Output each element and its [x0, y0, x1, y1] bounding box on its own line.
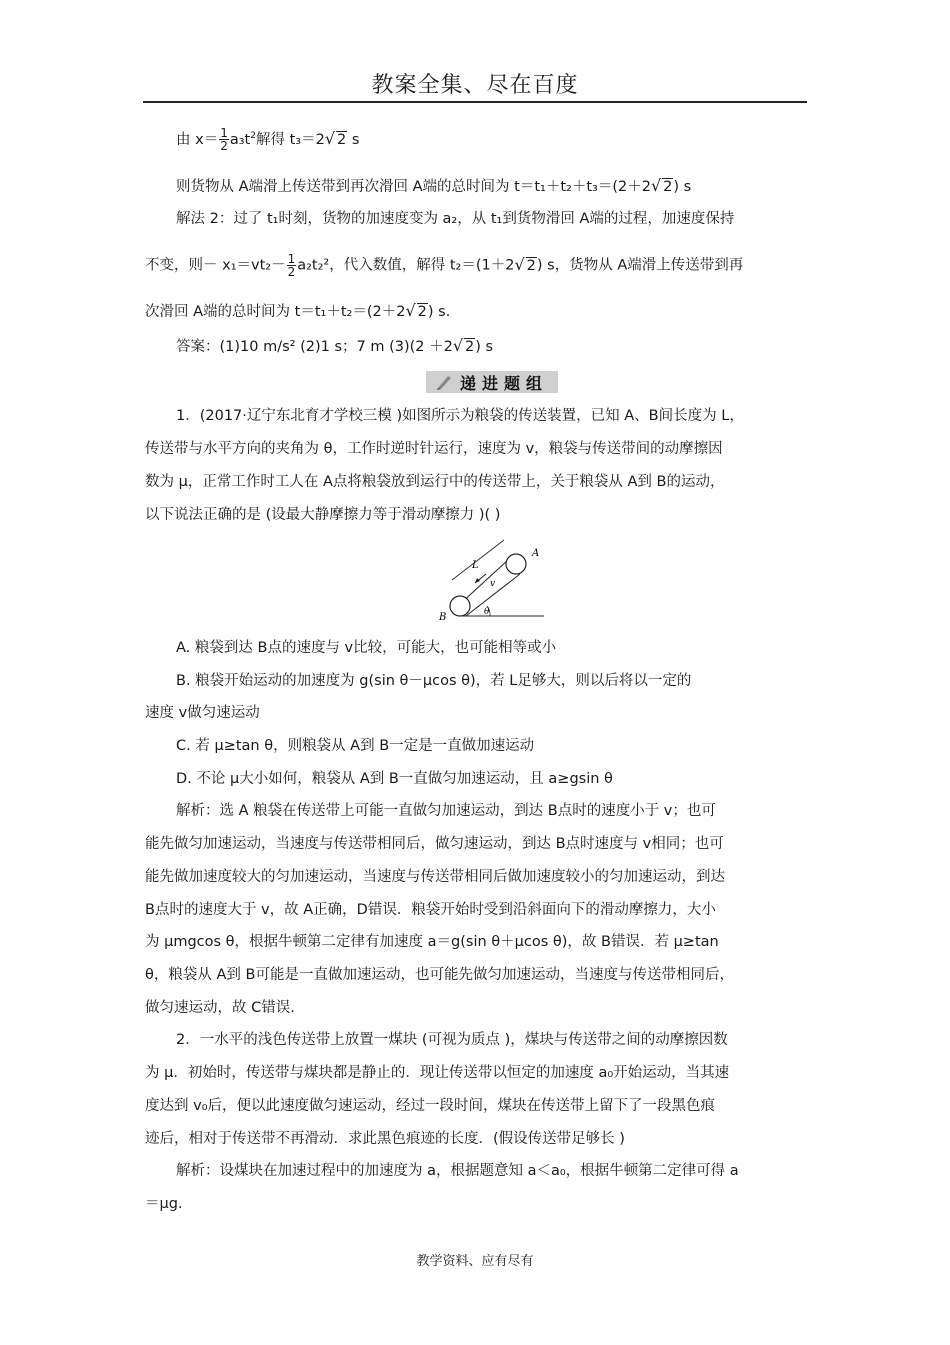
q1-line-2: 传送带与水平方向的夹角为 θ，工作时逆时针运行，速度为 v，粮袋与传送带间的动摩擦因 — [145, 441, 723, 457]
label-v: v — [490, 579, 496, 589]
section-title: 递进题组 — [459, 373, 548, 393]
q1-line-1: 1．(2017·辽宁东北育才学校三模 )如图所示为粮袋的传送装置，已知 A、B间长度为 L， — [176, 408, 744, 424]
radicand: 2 — [526, 257, 536, 274]
pulley-b — [450, 596, 470, 616]
pulley-a — [506, 554, 526, 574]
q1-analysis-line-5: 为 μmgcos θ，根据牛顿第二定律有加速度 a＝g(sin θ＋μcos θ)，故 B错误．若 μ≥tan — [145, 934, 719, 950]
solution-line-4 — [145, 253, 807, 278]
label-l: L — [472, 560, 479, 571]
text-segment: a₃t — [229, 131, 251, 148]
q1-line-4: 以下说法正确的是 (设最大静摩擦力等于滑动摩擦力 )( ) — [145, 507, 501, 523]
fraction — [219, 127, 229, 152]
text-segment: 解得 t₃＝2 — [255, 131, 325, 148]
q1-option-a: A. 粮袋到达 B点的速度与 v比较，可能大，也可能相等或小 — [176, 640, 557, 656]
q1-analysis-line-7: 做匀速运动，故 C错误． — [145, 1000, 305, 1016]
q1-option-d: D. 不论 μ大小如何，粮袋从 A到 B一直做匀加速运动，且 a≥gsin θ — [176, 771, 613, 787]
fraction-numerator: 1 — [220, 126, 228, 141]
q2-analysis-line-1: 解析：设煤块在加速过程中的加速度为 a，根据题意知 a＜a₀，根据牛顿第二定律可得 a — [176, 1163, 739, 1179]
q2-line-3: 度达到 v₀后，便以此速度做匀速运动，经过一段时间，煤块在传送带上留下了一段黑色痕 — [145, 1098, 715, 1114]
q2-line-1: 2．一水平的浅色传送带上放置一煤块 (可视为质点 )，煤块与传送带之间的动摩擦因数 — [176, 1032, 728, 1048]
fraction — [287, 253, 297, 278]
q1-option-c: C. 若 μ≥tan θ，则粮袋从 A到 B一定是一直做加速运动 — [176, 738, 535, 754]
q1-analysis-line-4: B点时的速度大于 v，故 A正确，D错误．粮袋开始时受到沿斜面向下的滑动摩擦力，大小 — [145, 902, 716, 918]
sqrt-icon: √ — [514, 254, 525, 274]
text-segment: ) s — [475, 339, 494, 355]
solution-line-3: 解法 2：过了 t₁时刻，货物的加速度变为 a₂，从 t₁到货物滑回 A端的过程，加速度保持 — [176, 211, 735, 227]
fraction-numerator: 1 — [287, 252, 296, 266]
label-b: B — [439, 612, 447, 623]
fraction-denominator: 2 — [287, 265, 296, 279]
fraction-denominator: 2 — [220, 139, 228, 154]
text-segment: 则货物从 A端滑上传送带到再次滑回 A端的总时间为 t＝t₁＋t₂＋t₃＝(2＋2 — [176, 179, 651, 195]
sqrt-icon: √ — [405, 301, 416, 320]
q1-line-3: 数为 μ，正常工作时工人在 A点将粮袋放到运行中的传送带上，关于粮袋从 A到 B的运动， — [145, 474, 725, 490]
solution-line-2 — [176, 176, 807, 197]
text-segment: a₂t₂²，代入数值，解得 t₂＝(1＋2 — [297, 257, 515, 274]
section-badge — [426, 371, 558, 393]
text-segment: s — [347, 131, 360, 148]
text-segment: 答案：(1)10 m/s² (2)1 s；7 m (3)(2 ＋2 — [176, 339, 453, 355]
sqrt-icon: √ — [324, 128, 336, 148]
conveyor-figure — [432, 538, 548, 624]
text-segment: ) s — [673, 179, 692, 195]
radicand: 2 — [663, 179, 673, 195]
sqrt-icon: √ — [650, 176, 662, 195]
q1-option-b-line-1: B. 粮袋开始运动的加速度为 g(sin θ－μcos θ)，若 L足够大，则以后将以一定的 — [176, 673, 692, 689]
q2-analysis-line-2: ＝μg. — [145, 1196, 183, 1212]
text-segment: ) s，货物从 A端滑上传送带到再 — [536, 257, 744, 274]
q1-analysis-line-3: 能先做加速度较大的匀加速运动，当速度与传送带相同后做加速度较小的匀加速运动，到达 — [145, 869, 725, 885]
solution-line-1: 由 x＝ $\frac{1}{2}$ $a_3t^2$解得 t₃＝2√ 2 s — [176, 126, 360, 154]
text-segment: 次滑回 A端的总时间为 t＝t₁＋t₂＝(2＋2 — [145, 304, 406, 320]
solution-line-5 — [145, 301, 807, 322]
q1-analysis-line-2: 能先做匀加速运动，当速度与传送带相同后，做匀速运动，到达 B点时速度与 v相同；也可 — [145, 836, 724, 852]
q1-analysis-line-6: θ，粮袋从 A到 B可能是一直做加速运动，也可能先做匀加速运动，当速度与传送带相同后， — [145, 967, 734, 983]
q2-line-2: 为 μ．初始时，传送带与煤块都是静止的．现让传送带以恒定的加速度 a₀开始运动，当其速 — [145, 1065, 730, 1081]
answer-line — [176, 336, 807, 357]
text-segment: 不变，则－ x₁＝vt₂－ — [145, 257, 286, 274]
belt-top-line — [460, 560, 508, 604]
radicand: 2 — [417, 304, 427, 320]
velocity-arrowhead — [475, 578, 480, 583]
header-divider — [143, 101, 807, 103]
radicand: 2 — [465, 339, 475, 355]
sqrt-icon: √ — [452, 336, 464, 355]
pencil-icon — [436, 374, 454, 390]
q1-analysis-line-1: 解析：选 A 粮袋在传送带上可能一直做匀加速运动，到达 B点时的速度小于 v；也可 — [176, 803, 716, 819]
page-header-title: 教案全集、尽在百度 — [371, 73, 579, 98]
label-a: A — [532, 548, 540, 559]
q2-line-4: 迹后，相对于传送带不再滑动．求此黑色痕迹的长度．(假设传送带足够长 ) — [145, 1131, 625, 1147]
radicand: 2 — [337, 131, 347, 148]
text-segment: 由 x＝ — [176, 131, 219, 148]
text-segment: ) s． — [427, 304, 461, 320]
page-footer: 教学资料、应有尽有 — [416, 1254, 534, 1269]
label-theta: θ — [484, 607, 490, 617]
q1-option-b-line-2: 速度 v做匀速运动 — [145, 705, 260, 721]
